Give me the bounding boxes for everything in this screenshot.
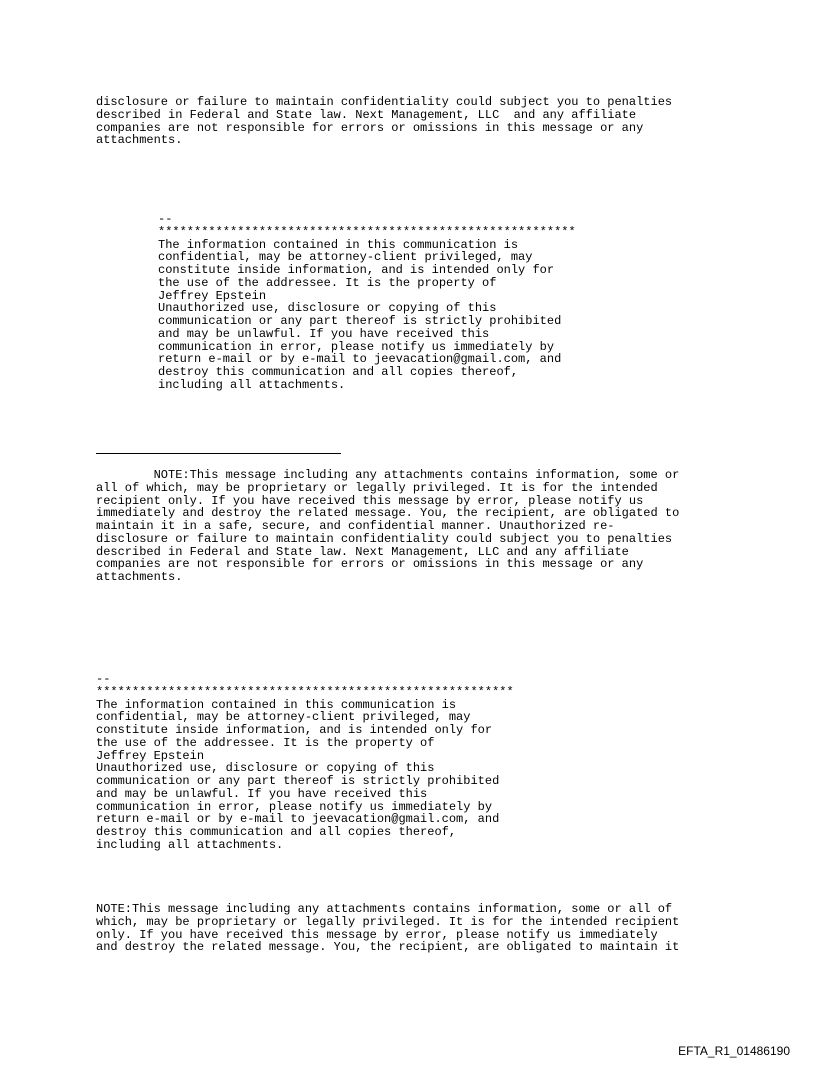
top-disclaimer: disclosure or failure to maintain confidentiality could subject you to penalties described in Federal and State law. Next Management, LLC and any affiliate companies are not responsible for errors or omissions in this message or any attachments. [96,95,673,148]
indented-confidentiality-notice: -- ********************************************************** The information contained in this communication is confidential, may be attorney-client privileged, may constitute inside information, and is intended only for the use of the addressee. It is the property of Jeffrey Epstein Unauthorized use, disclosure or copying of this communication or any part thereof is strictly prohibited and may be unlawful. If you have received this communication in error, please notify us immediately by return e-mail or by e-mail to jeevacation@gmail.com, and destroy this communication and all copies thereof, including all attachments. [158,212,576,392]
confidentiality-notice: -- ********************************************************** The information contained in this communication is confidential, may be attorney-client privileged, may constitute inside information, and is intended only for the use of the addressee. It is the property of Jeffrey Epstein Unauthorized use, disclosure or copying of this communication or any part thereof is strictly prohibited and may be unlawful. If you have received this communication in error, please notify us immediately by return e-mail or by e-mail to jeevacation@gmail.com, and destroy this communication and all copies thereof, including all attachments. [96,672,514,852]
bottom-note-disclaimer: NOTE:This message including any attachments contains information, some or all of which, may be proprietary or legally privileged. It is for the intended recipient only. If you have received this message by error, please notify us immediately and destroy the related message. You, the recipient, are obligated to maintain it [96,902,680,955]
document-id-footer: EFTA_R1_01486190 [678,1044,790,1058]
separator-line [96,453,341,454]
note-disclaimer: NOTE:This message including any attachments contains information, some or all of which, may be proprietary or legally privileged. It is for the intended recipient only. If you have received this message by error, please notify us immediately and destroy the related message. You, the recipient, are obligated to maintain it in a safe, secure, and confidential manner. Unauthorized re- disclosure or failure to maintain confidentiality could subject you to penalties described in Federal and State law. Next Management, LLC and any affiliate companies are not responsible for errors or omissions in this message or any attachments. [96,468,680,584]
